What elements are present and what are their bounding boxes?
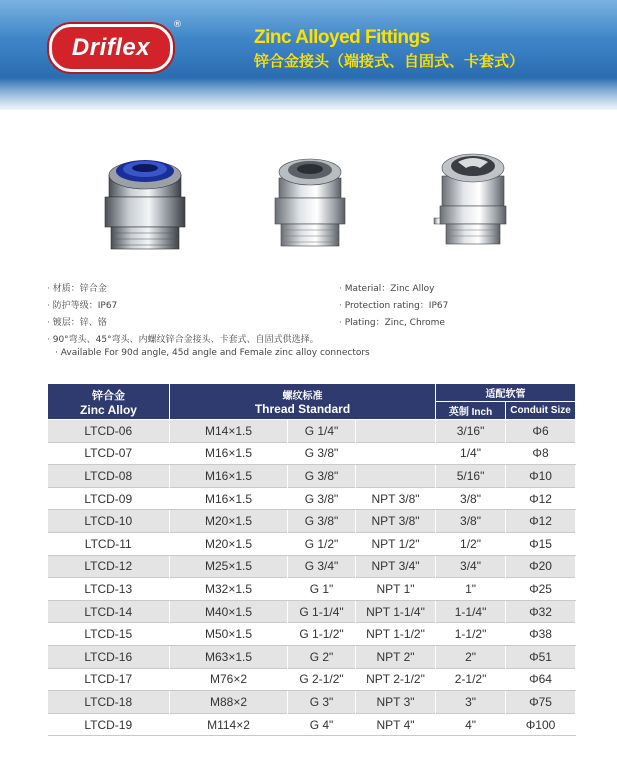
cell-npt-thread: NPT 3": [356, 691, 436, 714]
cell-npt-thread: [356, 420, 436, 443]
cell-npt-thread: NPT 1-1/4": [356, 600, 436, 623]
cell-metric-thread: M20×1.5: [170, 532, 288, 555]
cell-g-thread: G 1/4": [288, 420, 356, 443]
cell-npt-thread: NPT 1-1/2": [356, 623, 436, 646]
cell-model: LTCD-10: [48, 510, 170, 533]
availability-note: · Available For 90d angle, 45d angle and Female zinc alloy connectors: [55, 348, 370, 358]
spec-en-protection: · Protection rating：IP67: [339, 298, 448, 315]
col2-cn: 螺纹标准: [282, 391, 323, 402]
cell-inch-size: 3/8": [436, 487, 506, 510]
cell-inch-size: 2": [436, 645, 506, 668]
table-row: [48, 578, 576, 601]
cell-metric-thread: M114×2: [170, 713, 288, 736]
logo-text: Driflex: [71, 34, 151, 61]
cell-model: LTCD-19: [48, 713, 170, 736]
cell-g-thread: G 4": [288, 713, 356, 736]
page-title-en: Zinc Alloyed Fittings: [254, 27, 430, 48]
table-row: [48, 668, 576, 691]
cell-g-thread: G 3/8": [288, 442, 356, 465]
product-image-connector-blue: [95, 145, 195, 255]
cell-metric-thread: M20×1.5: [170, 510, 288, 533]
col-header-zinc-alloy: [48, 384, 170, 420]
cell-npt-thread: NPT 3/8": [356, 510, 436, 533]
cell-npt-thread: NPT 2": [356, 645, 436, 668]
cell-inch-size: 3": [436, 691, 506, 714]
cell-g-thread: G 3/4": [288, 555, 356, 578]
cell-model: LTCD-08: [48, 465, 170, 488]
table-row: [48, 487, 576, 510]
col-header-inch: 英制 Inch: [436, 402, 506, 420]
cell-npt-thread: [356, 465, 436, 488]
cell-g-thread: G 3/8": [288, 510, 356, 533]
table-row: [48, 623, 576, 646]
cell-metric-thread: M40×1.5: [170, 600, 288, 623]
cell-conduit-size: Φ32: [506, 600, 576, 623]
cell-metric-thread: M25×1.5: [170, 555, 288, 578]
col-header-conduit: 适配软管: [436, 384, 576, 402]
cell-inch-size: 1-1/4": [436, 600, 506, 623]
cell-g-thread: G 1-1/2": [288, 623, 356, 646]
cell-metric-thread: M88×2: [170, 691, 288, 714]
cell-g-thread: G 1-1/4": [288, 600, 356, 623]
cell-conduit-size: Φ12: [506, 487, 576, 510]
cell-model: LTCD-12: [48, 555, 170, 578]
cell-npt-thread: NPT 4": [356, 713, 436, 736]
cell-inch-size: 4": [436, 713, 506, 736]
specs-en: [339, 281, 448, 332]
table-row: [48, 420, 576, 443]
spec-cn-protection: · 防护等级：IP67: [47, 298, 319, 315]
cell-npt-thread: NPT 3/4": [356, 555, 436, 578]
table-row: [48, 465, 576, 488]
driflex-logo: [49, 24, 173, 72]
table-row: [48, 645, 576, 668]
cell-g-thread: G 1/2": [288, 532, 356, 555]
cell-inch-size: 1/4": [436, 442, 506, 465]
cell-metric-thread: M32×1.5: [170, 578, 288, 601]
cell-conduit-size: Φ8: [506, 442, 576, 465]
page-title-cn: 锌合金接头（端接式、自固式、卡套式）: [254, 52, 525, 70]
cell-npt-thread: NPT 3/8": [356, 487, 436, 510]
cell-npt-thread: NPT 1": [356, 578, 436, 601]
table-body: [48, 420, 576, 736]
cell-g-thread: G 2-1/2": [288, 668, 356, 691]
table-row: [48, 600, 576, 623]
cell-npt-thread: NPT 1/2": [356, 532, 436, 555]
cell-model: LTCD-06: [48, 420, 170, 443]
cell-model: LTCD-14: [48, 600, 170, 623]
cell-inch-size: 1-1/2": [436, 623, 506, 646]
spec-table: [47, 383, 576, 736]
cell-conduit-size: Φ20: [506, 555, 576, 578]
cell-inch-size: 3/4": [436, 555, 506, 578]
table-row: [48, 555, 576, 578]
cell-metric-thread: M14×1.5: [170, 420, 288, 443]
col1-cn: 锌合金: [92, 389, 125, 402]
spec-en-plating: · Plating：Zinc, Chrome: [339, 315, 448, 332]
cell-conduit-size: Φ100: [506, 713, 576, 736]
cell-conduit-size: Φ38: [506, 623, 576, 646]
cell-g-thread: G 3/8": [288, 465, 356, 488]
col1-en: Zinc Alloy: [80, 402, 137, 417]
spec-cn-material: · 材质：锌合金: [47, 281, 319, 298]
col-header-size: Conduit Size: [506, 402, 576, 420]
cell-npt-thread: NPT 2-1/2": [356, 668, 436, 691]
table-row: [48, 713, 576, 736]
cell-model: LTCD-13: [48, 578, 170, 601]
cell-conduit-size: Φ12: [506, 510, 576, 533]
cell-g-thread: G 2": [288, 645, 356, 668]
spec-cn-plating: · 镀层：锌、铬: [47, 315, 319, 332]
cell-model: LTCD-15: [48, 623, 170, 646]
table-row: [48, 691, 576, 714]
cell-inch-size: 3/8": [436, 510, 506, 533]
specs-cn: [47, 281, 319, 349]
cell-metric-thread: M16×1.5: [170, 487, 288, 510]
cell-metric-thread: M50×1.5: [170, 623, 288, 646]
cell-metric-thread: M16×1.5: [170, 442, 288, 465]
cell-model: LTCD-07: [48, 442, 170, 465]
cell-model: LTCD-18: [48, 691, 170, 714]
cell-conduit-size: Φ51: [506, 645, 576, 668]
cell-g-thread: G 3/8": [288, 487, 356, 510]
cell-conduit-size: Φ10: [506, 465, 576, 488]
cell-model: LTCD-09: [48, 487, 170, 510]
cell-inch-size: 1": [436, 578, 506, 601]
cell-conduit-size: Φ6: [506, 420, 576, 443]
product-image-connector-gray: [265, 150, 355, 250]
cell-conduit-size: Φ64: [506, 668, 576, 691]
table-row: [48, 510, 576, 533]
cell-g-thread: G 1": [288, 578, 356, 601]
cell-npt-thread: [356, 442, 436, 465]
cell-inch-size: 5/16": [436, 465, 506, 488]
cell-inch-size: 3/16": [436, 420, 506, 443]
cell-model: LTCD-17: [48, 668, 170, 691]
cell-model: LTCD-11: [48, 532, 170, 555]
cell-conduit-size: Φ75: [506, 691, 576, 714]
cell-metric-thread: M16×1.5: [170, 465, 288, 488]
header-shine: [0, 78, 617, 110]
col2-en: Thread Standard: [254, 402, 351, 416]
cell-conduit-size: Φ25: [506, 578, 576, 601]
cell-model: LTCD-16: [48, 645, 170, 668]
col-header-thread: [170, 384, 436, 420]
spec-cn-options: · 90°弯头、45°弯头、内螺纹锌合金接头、卡套式、自固式供选择。: [47, 332, 319, 349]
spec-en-material: · Material：Zinc Alloy: [339, 281, 448, 298]
cell-metric-thread: M76×2: [170, 668, 288, 691]
product-image-connector-slotted: [428, 148, 518, 248]
cell-conduit-size: Φ15: [506, 532, 576, 555]
cell-inch-size: 1/2": [436, 532, 506, 555]
table-row: [48, 532, 576, 555]
cell-g-thread: G 3": [288, 691, 356, 714]
cell-metric-thread: M63×1.5: [170, 645, 288, 668]
table-row: [48, 442, 576, 465]
cell-inch-size: 2-1/2": [436, 668, 506, 691]
registered-mark: ®: [173, 20, 182, 30]
